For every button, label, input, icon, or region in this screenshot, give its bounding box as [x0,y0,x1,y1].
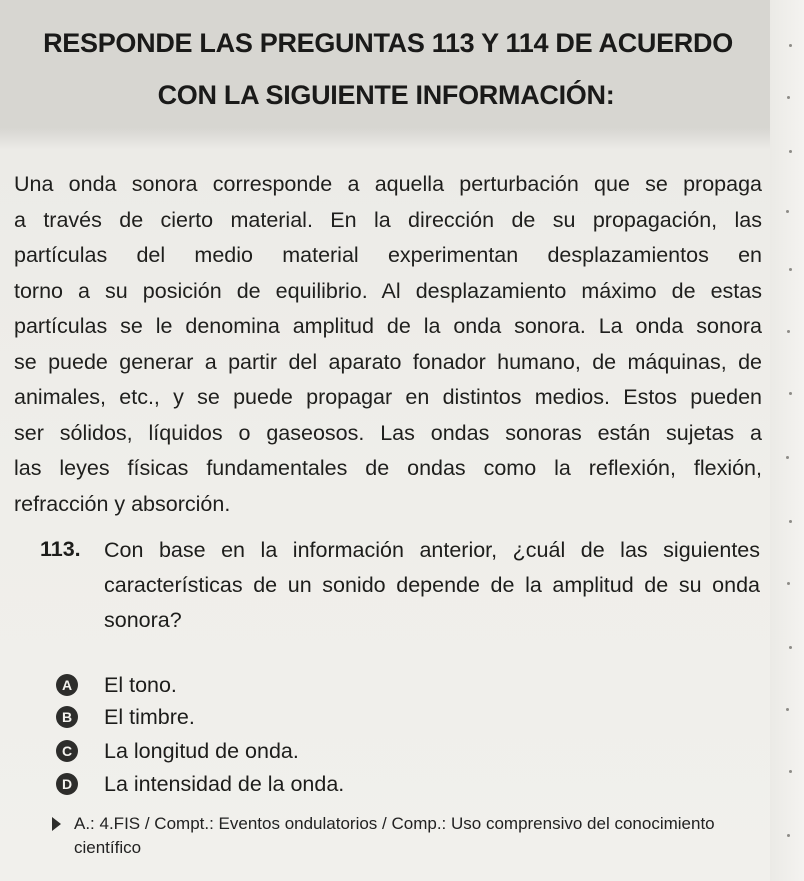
paragraph-line: animales, etc., y se puede propagar en distintos medios. Estos pueden [14,385,762,409]
paragraph-line: las leyes físicas fundamentales de ondas como la reflexión, flexión, [14,456,762,480]
paragraph-line: ser sólidos, líquidos o gaseosos. Las ondas sonoras están sujetas a [14,421,762,445]
margin-dot [789,520,792,523]
option-letter-badge: A [56,674,78,696]
option-text: La intensidad de la onda. [104,772,345,796]
margin-dot [786,708,789,711]
option-text: El timbre. [104,705,195,729]
option-letter-badge: D [56,773,78,795]
metadata-line: científico [74,838,142,857]
question-text-line: sonora? [104,608,182,632]
paragraph-line: refracción y absorción. [14,492,231,516]
margin-dot [789,646,792,649]
margin-dot [789,268,792,271]
option-d[interactable] [56,771,345,797]
margin-dot [786,210,789,213]
option-text: La longitud de onda. [104,739,299,763]
paragraph-line: Una onda sonora corresponde a aquella perturbación que se propaga [14,172,762,196]
metadata-line: A.: 4.FIS / Compt.: Eventos ondulatorios / Comp.: Uso comprensivo del conocimiento [74,814,715,833]
question-text-line: Con base en la información anterior, ¿cuál de las siguientes [104,538,760,562]
margin-dot [789,770,792,773]
option-c[interactable] [56,738,299,764]
margin-dot [789,150,792,153]
question-text-line: características de un sonido depende de la amplitud de su onda [104,573,760,597]
paragraph-line: partículas del medio material experimentan desplazamientos en [14,243,762,267]
right-margin [770,0,804,881]
margin-dot [787,582,790,585]
margin-dot [787,330,790,333]
margin-dot [789,392,792,395]
section-heading-line-1: RESPONDE LAS PREGUNTAS 113 Y 114 DE ACUERDO [43,28,733,58]
option-text: El tono. [104,673,177,697]
option-letter-badge: B [56,706,78,728]
option-letter-badge: C [56,740,78,762]
option-a[interactable] [56,672,177,698]
question-number: 113. [40,537,81,561]
paragraph-line: torno a su posición de equilibrio. Al desplazamiento máximo de estas [14,279,762,303]
margin-dot [786,456,789,459]
paragraph-line: partículas se le denomina amplitud de la onda sonora. La onda sonora [14,314,762,338]
section-heading-line-2: CON LA SIGUIENTE INFORMACIÓN: [157,80,615,110]
paragraph-line: se puede generar a partir del aparato fonador humano, de máquinas, de [14,350,762,374]
paragraph-line: a través de cierto material. En la dirección de su propagación, las [14,208,762,232]
option-b[interactable] [56,704,195,730]
margin-dot [787,834,790,837]
arrow-right-icon [52,817,61,831]
